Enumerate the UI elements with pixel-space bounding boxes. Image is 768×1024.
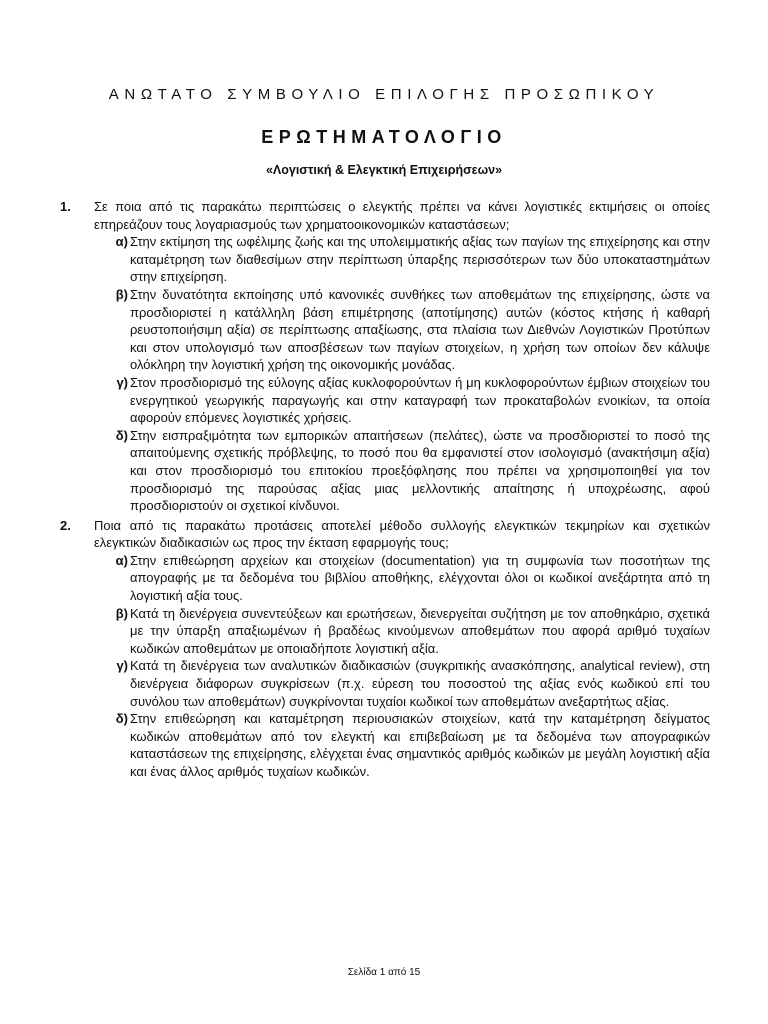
option-letter: β) <box>115 286 128 302</box>
organization-header: ΑΝΩΤΑΤΟ ΣΥΜΒΟΥΛΙΟ ΕΠΙΛΟΓΗΣ ΠΡΟΣΩΠΙΚΟΥ <box>108 86 660 103</box>
page-footer: Σελίδα 1 από 15 <box>347 967 421 978</box>
document-subject: «Λογιστική & Ελεγκτική Επιχειρήσεων» <box>265 163 503 177</box>
question-text: Ποια από τις παρακάτω προτάσεις αποτελεί μέθοδο συλλογής ελεγκτικών τεκμηρίων και σχετικών ελεγκτικών διαδικασιών ως προς την έκταση εφαρμογής τους; <box>94 517 710 551</box>
option-letter: δ) <box>115 711 128 727</box>
option-text: Στην επιθεώρηση αρχείων και στοιχείων (documentation) για τη συμφωνία των ποσοτήτων της απογραφής με τα δεδομένα του βιβλίου αποθήκης, ελέγχονται όλοι οι κωδικοί ανεξάρτητα από τη λογιστική αξία τους. <box>130 552 710 604</box>
option-text: Κατά τη διενέργεια των αναλυτικών διαδικασιών (συγκριτικής ανασκόπησης, analytical review), στη διενέργεια διάφορων συγκρίσεων (π.χ. εύρεση του ποσοστού της αξίας ενός κωδικού επί του συνόλου των αποθεμάτων) συγκρίνονται τυχαίοι κωδικοί των αποθεμάτων ανεξαρτήτως αξίας. <box>130 658 710 709</box>
question-list <box>60 198 710 783</box>
document-title: ΕΡΩΤΗΜΑΤΟΛΟΓΙΟ <box>261 127 507 147</box>
option-text: Κατά τη διενέργεια συνεντεύξεων και ερωτήσεων, διενεργείται συζήτηση με τον αποθηκάριο, σχετικά με την ύπαρξη απαξιωμένων ή βραδέως κινούμενων αποθεμάτων που αφορά αριθμό τυχαίων κωδικών αποθεμάτων με οποιαδήποτε λογιστική αξία. <box>130 605 710 656</box>
question-2-option-d <box>94 710 710 780</box>
option-text: Στην εκτίμηση της ωφέλιμης ζωής και της υπολειμματικής αξίας των παγίων της επιχείρησης και στην καταμέτρηση των διαθεσίμων στην περίπτωση ύπαρξης περισσότερων των δύο υποκαταστημάτων στην επιχείρηση. <box>130 234 710 285</box>
question-2-option-c <box>94 657 710 710</box>
question-1-option-c <box>94 374 710 427</box>
option-letter: γ) <box>116 374 128 390</box>
option-letter: α) <box>115 234 128 250</box>
question-1 <box>60 198 710 515</box>
question-number: 1. <box>60 199 71 214</box>
question-2-option-a <box>94 552 710 605</box>
option-text: Στον προσδιορισμό της εύλογης αξίας κυκλοφορούντων ή μη κυκλοφορούντων έμβιων στοιχείων του ενεργητικού γεωργικής παραγωγής και στην καταγραφή των προκαταβολών ενοικίων, τα οποία αφορούν επόμενες λογιστικές χρήσεις. <box>130 374 710 426</box>
question-2-option-b <box>94 605 710 658</box>
option-letter: γ) <box>116 658 128 674</box>
option-text: Στην εισπραξιμότητα των εμπορικών απαιτήσεων (πελάτες), ώστε να προσδιοριστεί το ποσό της απαιτούμενης σχετικής πρόβλεψης, το ποσό που θα εμφανιστεί στον ισολογισμό (ανακτήσιμη αξία) και στον προσδιορισμό του επιτοκίου προεξόφλησης που πρέπει να χρησιμοποιηθεί για τον προσδιορισμό της παρούσας αξίας μιας μελλοντικής απαίτησης ή υποχρέωσης, αφού προσδιοριστούν οι σχετικοί κίνδυνοι. <box>130 427 710 514</box>
option-letter: α) <box>115 552 128 568</box>
question-number: 2. <box>60 517 71 533</box>
question-text: Σε ποια από τις παρακάτω περιπτώσεις ο ελεγκτής πρέπει να κάνει λογιστικές εκτιμήσεις οι οποίες επηρεάζουν τους λογαριασμούς των χρηματοοικονομικών καταστάσεων; <box>94 199 710 232</box>
question-1-option-b <box>94 286 710 374</box>
option-letter: β) <box>115 605 128 621</box>
question-2 <box>60 517 710 781</box>
option-letter: δ) <box>115 427 128 443</box>
question-1-option-d <box>94 427 710 515</box>
question-1-option-a <box>94 233 710 286</box>
option-text: Στην επιθεώρηση και καταμέτρηση περιουσιακών στοιχείων, κατά την καταμέτρηση δείγματος κωδικών αποθεμάτων από τον ελεγκτή και επιβεβαίωση με τα δεδομένα των απογραφικών καταστάσεων της επιχείρησης, ελέγχεται ένας σημαντικός αριθμός κωδικών με μεγάλη λογιστική αξία και ένας άλλος αριθμός τυχαίων κωδικών. <box>130 711 710 779</box>
option-text: Στην δυνατότητα εκποίησης υπό κανονικές συνθήκες των αποθεμάτων της επιχείρησης, ώστε να προσδιοριστεί η κατάλληλη βάση επιμέτρησης (αποτίμησης) αυτών (κόστος κτήσης ή καθαρή ρευστοποιήσιμη αξία) σε περίπτωσης απαξίωσης, στα πλαίσια των Διεθνών Λογιστικών Προτύπων και στον υπολογισμό των αποσβέσεων των παγίων στοιχείων, η χρήση των οποίων δεν κάλυψε ολόκληρη την λογιστική χρήση της οικονομικής μονάδας. <box>130 286 710 373</box>
